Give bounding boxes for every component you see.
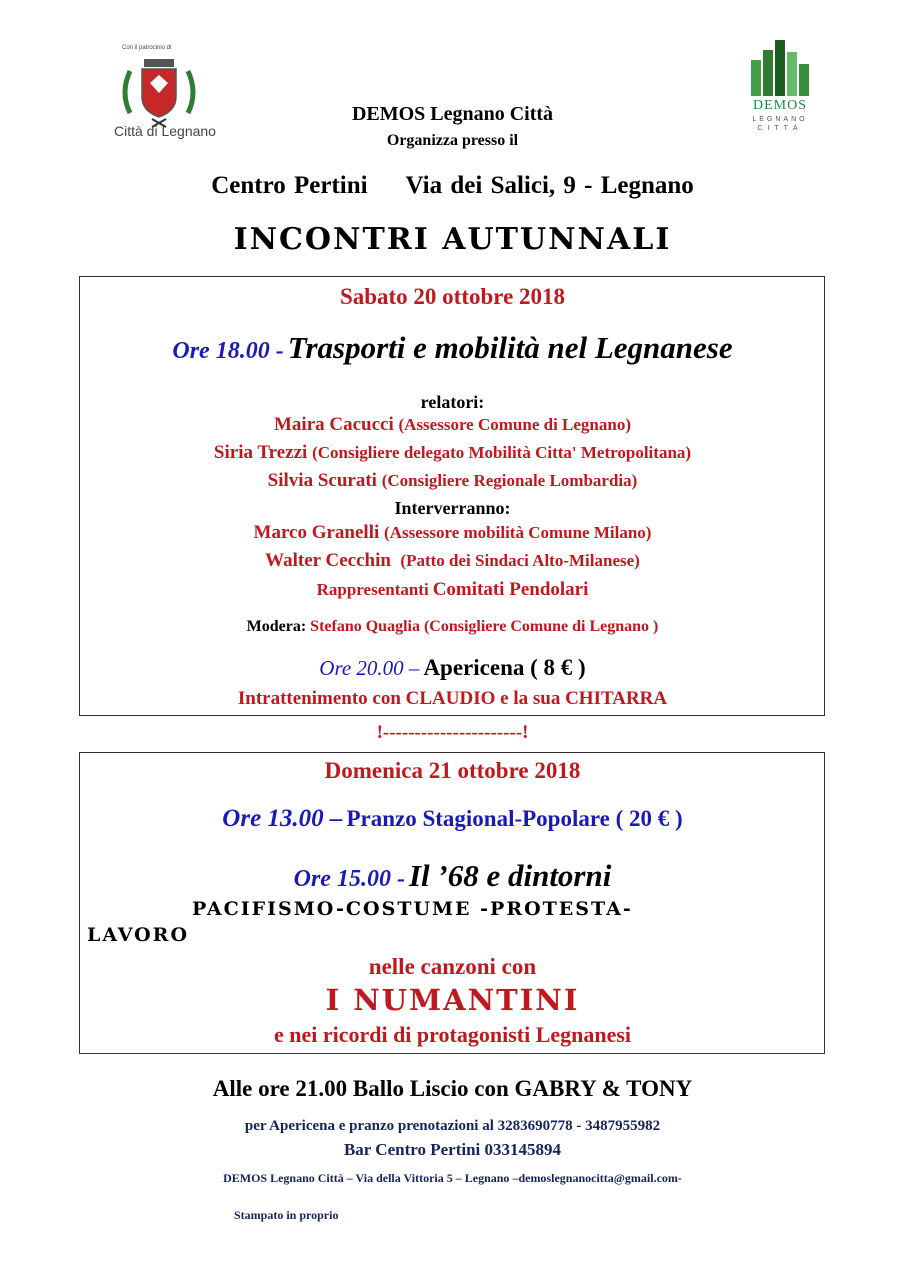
guest-role: (Assessore mobilità Comune Milano) (384, 523, 652, 542)
email-link[interactable]: –demoslegnanocitta@gmail.com (512, 1171, 678, 1185)
songs-text: nelle canzoni con (368, 954, 537, 979)
moderator-row (0, 618, 905, 636)
contact-address: DEMOS Legnano Città – Via della Vittoria 5 – Legnano (223, 1171, 510, 1185)
themes-line2: LAVORO (87, 924, 190, 946)
day1-topic: Trasporti e mobilità nel Legnanese (287, 330, 733, 365)
guest-row (0, 550, 905, 572)
day1-date: Sabato 20 ottobre 2018 (339, 284, 566, 309)
speaker-role: (Consigliere delegato Mobilità Citta' Metropolitana) (312, 443, 692, 462)
speaker-row (0, 470, 905, 492)
citta-di-legnano-logo (112, 45, 216, 145)
speaker-row (0, 442, 905, 464)
demos-buildings-icon (745, 38, 815, 98)
ballo-liscio-text: Alle ore 21.00 Ballo Liscio con GABRY & TONY (212, 1076, 693, 1101)
patronage-label: Con il patrocinio di (122, 45, 172, 51)
relatori-label: relatori: (420, 392, 485, 412)
reservation-text: per Apericena e pranzo prenotazioni al 3283690778 - 3487955982 (244, 1118, 661, 1134)
contact-suffix: - (677, 1171, 682, 1185)
guest-name: Marco Granelli (253, 522, 380, 543)
guest-role: (Patto dei Sindaci Alto-Milanese) (400, 551, 640, 570)
stampato-text: Stampato in proprio (234, 1208, 339, 1222)
venue-address: Via dei Salici, 9 - Legnano (405, 172, 694, 199)
speaker-name: Siria Trezzi (213, 442, 308, 463)
organizer-name: DEMOS Legnano Città (351, 103, 554, 125)
entertainment-text: Intrattenimento con CLAUDIO e la sua CHITARRA (237, 688, 668, 709)
demos-logo-sub2: CITTÀ (757, 125, 803, 132)
bar-contact: Bar Centro Pertini 033145894 (343, 1140, 562, 1159)
speaker-row (0, 414, 905, 436)
themes-line1: PACIFISMO-COSTUME -PROTESTA- (192, 898, 633, 920)
interverranno-label: Interverranno: (394, 498, 511, 518)
talk-row (0, 858, 905, 894)
guest-name: Walter Cecchin (265, 550, 391, 571)
apericena-row (0, 655, 905, 681)
apericena-text: Apericena ( 8 € ) (423, 655, 586, 680)
representatives-row (0, 579, 905, 601)
lunch-text: Pranzo Stagional-Popolare ( 20 € ) (346, 806, 683, 831)
speaker-role: (Assessore Comune di Legnano) (398, 415, 632, 434)
separator: !----------------------! (376, 722, 529, 743)
speaker-name: Maira Cacucci (273, 414, 394, 435)
band-name: I NUMANTINI (325, 983, 580, 1017)
venue-name: Centro Pertini (211, 172, 368, 199)
moderator-label: Modera: (246, 618, 307, 635)
representatives-prefix: Rappresentanti (316, 580, 429, 599)
speaker-role: (Consigliere Regionale Lombardia) (381, 471, 638, 490)
venue-line (0, 172, 905, 200)
representatives-name: Comitati Pendolari (432, 579, 589, 600)
lunch-time: Ore 13.00 – (222, 805, 343, 832)
page-title: INCONTRI AUTUNNALI (233, 222, 672, 257)
contact-line (0, 1171, 905, 1186)
talk-title: Il ’68 e dintorni (408, 858, 612, 893)
day2-date: Domenica 21 ottobre 2018 (324, 758, 581, 783)
apericena-time: Ore 20.00 – (319, 656, 420, 680)
citta-di-legnano-label: Città di Legnano (114, 123, 216, 139)
talk-time: Ore 15.00 - (293, 866, 405, 892)
demos-logo-sub1: LEGNANO (752, 116, 808, 123)
organizza-text: Organizza presso il (386, 132, 519, 149)
day1-main-event (0, 330, 905, 366)
memories-text: e nei ricordi di protagonisti Legnanesi (273, 1022, 632, 1047)
guest-row (0, 522, 905, 544)
day1-time: Ore 18.00 - (172, 338, 284, 364)
demos-logo-name: DEMOS (752, 98, 807, 113)
moderator-text: Stefano Quaglia (Consigliere Comune di Legnano ) (310, 618, 659, 635)
speaker-name: Silvia Scurati (267, 470, 377, 491)
lunch-row (0, 805, 905, 833)
